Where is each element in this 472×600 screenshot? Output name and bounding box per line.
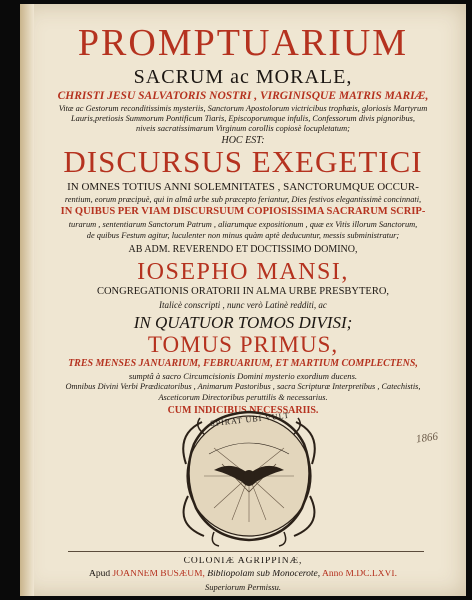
tomus-primus: TOMUS PRIMUS, (147, 333, 339, 356)
text-line-11: IN QUIBUS PER VIAM DISCURSUUM COPIOSISSIMA SACRARUM SCRIP- (60, 207, 426, 217)
text-line-5: Lauris,pretiosis Summorum Pontificum Tiaris, Episcoporumque infulis, Confessorum divis pignoribus, (70, 115, 416, 123)
text-line-22: Omnibus Divini Verbi Prædicatoribus , Animarum Pastoribus , sacra Scripturæ Interpretibus , Catechistis, (65, 383, 421, 391)
vignette-motto: SPIRAT UBI VULT (209, 410, 291, 429)
handwritten-note: 1866 (415, 430, 439, 446)
text-line-9: IN OMNES TOTIUS ANNI SOLEMNITATES , SANCTORUMQUE OCCUR- (67, 182, 419, 193)
text-line-20: TRES MENSES JANUARIUM, FEBRUARIUM, ET MARTIUM COMPLECTENS, (68, 359, 418, 369)
main-title: PROMPTUARIUM (77, 24, 409, 62)
volumes-line: IN QUATUOR TOMOS DIVISI; (133, 314, 353, 331)
imprint-city: COLONIÆ AGRIPPINÆ, (183, 557, 303, 566)
text-line-6: niveis sacratissimarum Virginum corollis copiosè locupletatum; (136, 125, 350, 133)
discursus-heading: DISCURSUS EXEGETICI (63, 146, 423, 177)
title-page (20, 4, 466, 596)
text-line-12: turarum , sententiarum Sanctorum Patrum , aliarumque expositionum , quæ ex Vitis illorum Sanctorum, (68, 221, 418, 229)
author-intro: AB ADM. REVERENDO ET DOCTISSIMO DOMINO, (128, 245, 358, 255)
text-line-4: Vitæ ac Gestorum reconditissimis mysteriis, Sanctorum Apostolorum victricibus trophæis, gloriosis Martyrum (58, 105, 428, 113)
text-line-13: de quibus Festum agitur, luculenter non minus quàm aptè deducuntur, messis subministratur; (86, 232, 400, 240)
author-congregation: CONGREGATIONIS ORATORII IN ALMA URBE PRESBYTERO, (96, 287, 390, 297)
text-line-21: sumptâ à sacro Circumcisionis Domini mysterio exordium ducens. (128, 372, 358, 381)
indices-line: CUM INDICIBUS NECESSARIIS. (167, 406, 319, 416)
imprint-permission: Superiorum Permissu. (204, 583, 282, 592)
imprint-middle: Bibliopolam sub Monocerote, (207, 570, 321, 579)
text-line-17: Italicè conscripti , nunc verò Latinè redditi, ac (159, 301, 327, 310)
imprint-year: Anno M.DC.LXVI. (322, 570, 397, 579)
imprint-rule (68, 551, 424, 552)
hoc-est: HOC EST: (221, 136, 265, 146)
imprint-apud: Apud (89, 570, 111, 579)
imprint-printer: JOANNEM BUSÆUM, (112, 570, 205, 579)
subtitle: SACRUM ac MORALE, (133, 67, 353, 87)
imprint-line (26, 570, 460, 580)
text-line-10: rentium, eorum præcipuè, qui in almâ urbe sub præcepto feriantur, Dies festivos elegantissimè concinnati, (64, 196, 422, 204)
dedication-line: CHRISTI JESU SALVATORIS NOSTRI , VIRGINISQUE MATRIS MARIÆ, (57, 91, 429, 102)
text-line-23: Asceticorum Directoribus peruttilis & necessarius. (158, 394, 328, 402)
author-name: IOSEPHO MANSI, (137, 260, 349, 284)
dove-vignette (174, 404, 324, 549)
